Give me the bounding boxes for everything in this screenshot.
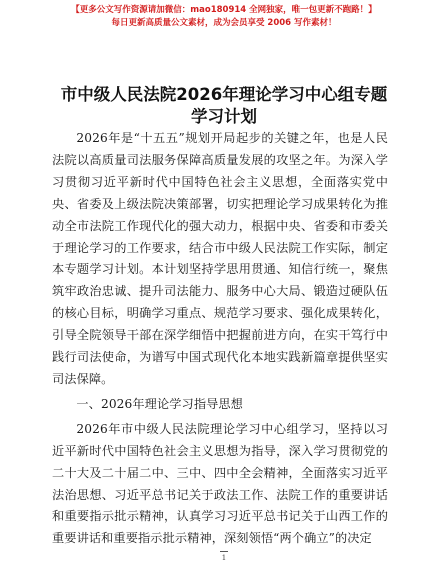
document-body (52, 128, 388, 550)
document-title: 市中级人民法院2026年理论学习中心组专题学习计划 (60, 85, 388, 126)
promo-banner-line-1: 【更多公文写作资源请加微信：mao180914 全网独家，唯一包更新不跑路！】 (71, 5, 377, 15)
page-number: 1 (221, 554, 227, 562)
section-heading-guiding-ideology: 一、2026年理论学习指导思想 (76, 396, 243, 411)
page-number-divider (220, 551, 228, 552)
promo-banner-line-2: 每日更新高质量公文素材，成为会员享受 2006 写作素材！ (111, 18, 337, 28)
intro-paragraph: 2026年是“十五五”规划开局起步的关键之年，也是人民法院以高质量司法服务保障高质量发展的攻坚之年。为深入学习贯彻习近平新时代中国特色社会主义思想，全面落实党中央、省委及上级法院决策部署，切实把理论学习成果转化为推动全市法院工作现代化的强大动力，根据中央、省委和市委关于理论学习的工作要求，结合市中级人民法院工作实际，制定本专题学习计划。本计划坚持学思用贯通、知信行统一，聚焦筑牢政治忠诚、提升司法能力、服务中心大局、锻造过硬队伍的核心目标，明确学习重点、规范学习要求、强化成果转化，引导全院领导干部在深学细悟中把握前进方向，在实干笃行中践行司法使命，为谱写中国式现代化本地实践新篇章提供坚实司法保障。 (52, 131, 388, 386)
guiding-ideology-paragraph: 2026年市中级人民法院理论学习中心组学习，坚持以习近平新时代中国特色社会主义思想为指导，深入学习贯彻党的二十大及二十届二中、三中、四中全会精神，全面落实习近平法治思想、习近平总书记关于政法工作、法院工作的重要讲话和重要指示批示精神，认真学习习近平总书记关于山西工作的重要讲话和重要指示批示精神，深刻领悟“两个确立”的决定 (52, 421, 388, 546)
